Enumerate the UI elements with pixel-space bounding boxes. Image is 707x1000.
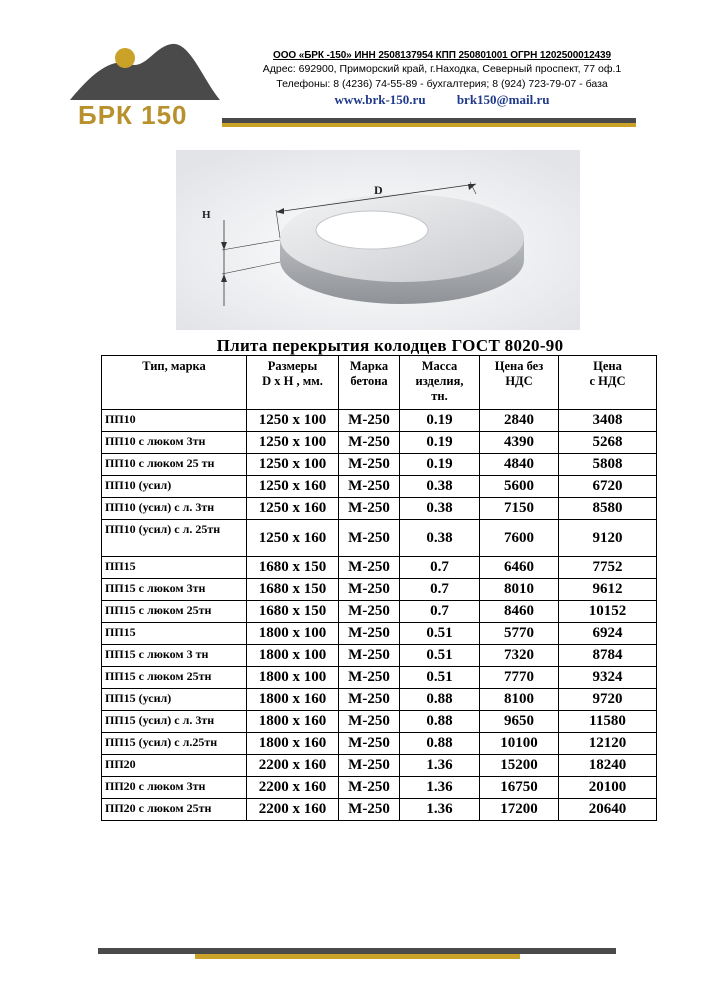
cell-price: 16750 bbox=[480, 777, 559, 799]
table-row bbox=[102, 733, 657, 755]
cell-name: ПП15 (усил) с л. 3тн bbox=[102, 711, 247, 733]
cell-price: 7770 bbox=[480, 667, 559, 689]
cell-price: 10100 bbox=[480, 733, 559, 755]
cell-size: 1680 x 150 bbox=[247, 579, 339, 601]
company-web-contacts bbox=[252, 92, 632, 108]
cell-name: ПП15 с люком 25тн bbox=[102, 667, 247, 689]
cell-name: ПП15 с люком 25тн bbox=[102, 601, 247, 623]
cell-size: 1250 x 160 bbox=[247, 476, 339, 498]
cell-mass: 0.19 bbox=[400, 432, 480, 454]
table-row bbox=[102, 755, 657, 777]
cell-size: 1250 x 100 bbox=[247, 410, 339, 432]
mountain-logo-icon bbox=[70, 38, 220, 108]
cell-size: 1680 x 150 bbox=[247, 601, 339, 623]
cell-size: 1250 x 160 bbox=[247, 520, 339, 557]
cell-mass: 0.7 bbox=[400, 579, 480, 601]
cell-size: 1680 x 150 bbox=[247, 557, 339, 579]
cell-grade: М-250 bbox=[339, 623, 400, 645]
cell-mass: 0.88 bbox=[400, 733, 480, 755]
website-link[interactable]: www.brk-150.ru bbox=[334, 92, 426, 107]
table-row bbox=[102, 711, 657, 733]
cell-price-vat: 9720 bbox=[559, 689, 657, 711]
cell-price: 15200 bbox=[480, 755, 559, 777]
table-row bbox=[102, 498, 657, 520]
table-row bbox=[102, 579, 657, 601]
cell-mass: 0.88 bbox=[400, 689, 480, 711]
cell-name: ПП15 с люком 3тн bbox=[102, 579, 247, 601]
footer-divider-gold bbox=[195, 954, 520, 959]
table-row bbox=[102, 410, 657, 432]
company-header bbox=[252, 50, 632, 108]
dimension-h-label: H bbox=[202, 209, 211, 221]
table-row bbox=[102, 601, 657, 623]
cell-mass: 0.88 bbox=[400, 711, 480, 733]
table-row bbox=[102, 645, 657, 667]
company-phones: Телефоны: 8 (4236) 74-55-89 - бухгалтерия; 8 (924) 723-79-07 - база bbox=[276, 78, 608, 90]
cell-name: ПП15 с люком 3 тн bbox=[102, 645, 247, 667]
cell-price: 5600 bbox=[480, 476, 559, 498]
cell-name: ПП15 bbox=[102, 623, 247, 645]
cell-mass: 0.51 bbox=[400, 667, 480, 689]
cell-price-vat: 8580 bbox=[559, 498, 657, 520]
cell-mass: 0.7 bbox=[400, 601, 480, 623]
cell-name: ПП15 (усил) bbox=[102, 689, 247, 711]
cell-price-vat: 18240 bbox=[559, 755, 657, 777]
table-row bbox=[102, 777, 657, 799]
cell-name: ПП20 bbox=[102, 755, 247, 777]
cell-price-vat: 7752 bbox=[559, 557, 657, 579]
cell-price: 7600 bbox=[480, 520, 559, 557]
cell-grade: М-250 bbox=[339, 755, 400, 777]
cell-grade: М-250 bbox=[339, 476, 400, 498]
cell-price: 9650 bbox=[480, 711, 559, 733]
table-row bbox=[102, 799, 657, 821]
company-registration: ООО «БРК -150» ИНН 2508137954 КПП 250801001 ОГРН 1202500012439 bbox=[273, 50, 611, 61]
cell-size: 1800 x 160 bbox=[247, 711, 339, 733]
cell-name: ПП10 (усил) с л. 25тн bbox=[102, 520, 247, 557]
price-list-title: Плита перекрытия колодцев ГОСТ 8020-90 bbox=[216, 336, 564, 355]
cell-mass: 0.38 bbox=[400, 520, 480, 557]
table-row bbox=[102, 454, 657, 476]
cell-mass: 0.51 bbox=[400, 623, 480, 645]
cell-price-vat: 12120 bbox=[559, 733, 657, 755]
email-link[interactable]: brk150@mail.ru bbox=[456, 92, 550, 107]
cell-price-vat: 10152 bbox=[559, 601, 657, 623]
cell-size: 1250 x 100 bbox=[247, 454, 339, 476]
table-row bbox=[102, 432, 657, 454]
cell-name: ПП20 с люком 3тн bbox=[102, 777, 247, 799]
table-row bbox=[102, 557, 657, 579]
cell-size: 1250 x 100 bbox=[247, 432, 339, 454]
cell-size: 1250 x 160 bbox=[247, 498, 339, 520]
cell-name: ПП10 (усил) bbox=[102, 476, 247, 498]
cell-mass: 0.19 bbox=[400, 410, 480, 432]
cell-name: ПП20 с люком 25тн bbox=[102, 799, 247, 821]
cell-size: 1800 x 100 bbox=[247, 623, 339, 645]
cell-price: 7320 bbox=[480, 645, 559, 667]
cell-mass: 1.36 bbox=[400, 799, 480, 821]
cell-size: 1800 x 100 bbox=[247, 667, 339, 689]
cell-name: ПП10 с люком 25 тн bbox=[102, 454, 247, 476]
cell-price-vat: 9612 bbox=[559, 579, 657, 601]
cell-grade: М-250 bbox=[339, 579, 400, 601]
table-row bbox=[102, 520, 657, 557]
header-size: Размеры D x H , мм. bbox=[247, 356, 339, 410]
cell-price: 4840 bbox=[480, 454, 559, 476]
cell-price-vat: 5808 bbox=[559, 454, 657, 476]
cell-price-vat: 20640 bbox=[559, 799, 657, 821]
table-row bbox=[102, 476, 657, 498]
cell-size: 2200 x 160 bbox=[247, 777, 339, 799]
cell-price: 8460 bbox=[480, 601, 559, 623]
header-price-vat: Цена с НДС bbox=[559, 356, 657, 410]
cell-mass: 0.38 bbox=[400, 498, 480, 520]
cell-price-vat: 9324 bbox=[559, 667, 657, 689]
table-header-row bbox=[102, 356, 657, 410]
dimension-d-label: D bbox=[374, 183, 383, 197]
cell-price: 8100 bbox=[480, 689, 559, 711]
cell-price-vat: 6720 bbox=[559, 476, 657, 498]
cell-price: 4390 bbox=[480, 432, 559, 454]
cell-grade: М-250 bbox=[339, 689, 400, 711]
cell-size: 1800 x 100 bbox=[247, 645, 339, 667]
cell-price: 8010 bbox=[480, 579, 559, 601]
cell-name: ПП10 (усил) с л. 3тн bbox=[102, 498, 247, 520]
cell-grade: М-250 bbox=[339, 601, 400, 623]
cell-grade: М-250 bbox=[339, 777, 400, 799]
cell-price: 5770 bbox=[480, 623, 559, 645]
product-illustration bbox=[176, 150, 580, 330]
cell-grade: М-250 bbox=[339, 557, 400, 579]
table-row bbox=[102, 623, 657, 645]
cell-price-vat: 20100 bbox=[559, 777, 657, 799]
cell-grade: М-250 bbox=[339, 733, 400, 755]
company-address: Адрес: 692900, Приморский край, г.Находка, Северный проспект, 77 оф.1 bbox=[262, 63, 622, 75]
slab-hole bbox=[316, 211, 428, 249]
cell-grade: М-250 bbox=[339, 645, 400, 667]
cell-price: 2840 bbox=[480, 410, 559, 432]
cell-name: ПП15 bbox=[102, 557, 247, 579]
cell-price-vat: 3408 bbox=[559, 410, 657, 432]
cell-name: ПП15 (усил) с л.25тн bbox=[102, 733, 247, 755]
cell-price: 17200 bbox=[480, 799, 559, 821]
table-row bbox=[102, 667, 657, 689]
cell-grade: М-250 bbox=[339, 454, 400, 476]
header-grade: Марка бетона bbox=[339, 356, 400, 410]
cell-grade: М-250 bbox=[339, 711, 400, 733]
cell-size: 2200 x 160 bbox=[247, 755, 339, 777]
cell-mass: 0.7 bbox=[400, 557, 480, 579]
price-table bbox=[101, 355, 657, 821]
cell-grade: М-250 bbox=[339, 520, 400, 557]
cell-grade: М-250 bbox=[339, 498, 400, 520]
header-divider-gold bbox=[222, 123, 636, 127]
cell-name: ПП10 bbox=[102, 410, 247, 432]
cell-price-vat: 11580 bbox=[559, 711, 657, 733]
cell-mass: 0.38 bbox=[400, 476, 480, 498]
cell-size: 1800 x 160 bbox=[247, 733, 339, 755]
header-mass: Масса изделия, тн. bbox=[400, 356, 480, 410]
cell-price-vat: 8784 bbox=[559, 645, 657, 667]
cell-mass: 0.19 bbox=[400, 454, 480, 476]
cell-price-vat: 9120 bbox=[559, 520, 657, 557]
cell-mass: 0.51 bbox=[400, 645, 480, 667]
cell-price: 6460 bbox=[480, 557, 559, 579]
cell-size: 1800 x 160 bbox=[247, 689, 339, 711]
logo-text: БРК 150 bbox=[78, 100, 188, 130]
cell-grade: М-250 bbox=[339, 667, 400, 689]
cell-name: ПП10 с люком 3тн bbox=[102, 432, 247, 454]
cell-grade: М-250 bbox=[339, 410, 400, 432]
cell-grade: М-250 bbox=[339, 432, 400, 454]
cell-grade: М-250 bbox=[339, 799, 400, 821]
cell-price-vat: 6924 bbox=[559, 623, 657, 645]
cell-price-vat: 5268 bbox=[559, 432, 657, 454]
cell-mass: 1.36 bbox=[400, 755, 480, 777]
company-logo bbox=[70, 38, 220, 133]
header-price-no-vat: Цена без НДС bbox=[480, 356, 559, 410]
cell-price: 7150 bbox=[480, 498, 559, 520]
cell-size: 2200 x 160 bbox=[247, 799, 339, 821]
table-row bbox=[102, 689, 657, 711]
cell-mass: 1.36 bbox=[400, 777, 480, 799]
header-type: Тип, марка bbox=[102, 356, 247, 410]
